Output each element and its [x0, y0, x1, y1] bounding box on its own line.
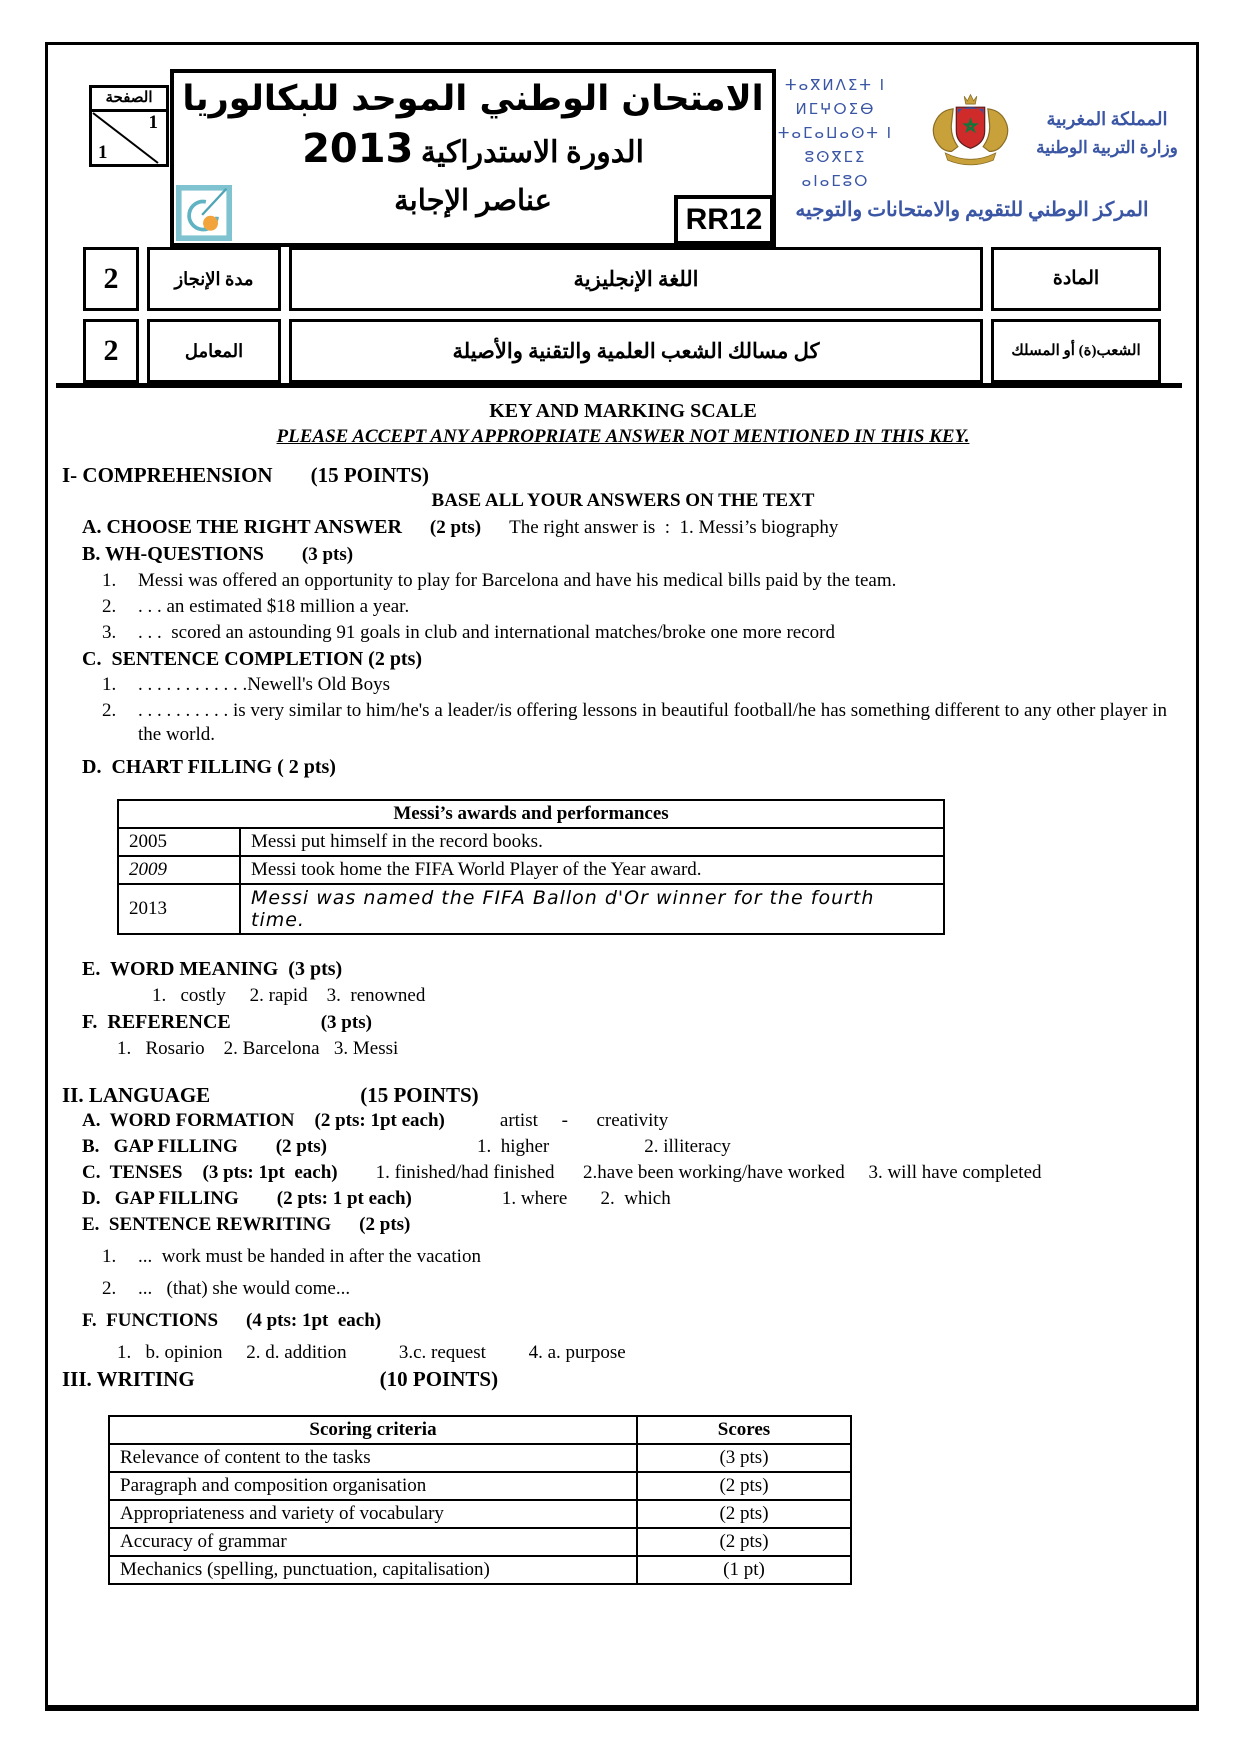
comprehension-f: [82, 1010, 1184, 1035]
table-row: [118, 856, 944, 884]
page-number-box: [89, 85, 169, 167]
task-label: B. WH-QUESTIONS: [82, 543, 264, 565]
task-points: (4 pts: 1pt each): [246, 1310, 382, 1331]
year-cell: 2013: [118, 884, 240, 934]
score-cell: (2 pts): [637, 1528, 851, 1556]
task-label: E. SENTENCE REWRITING: [82, 1214, 332, 1235]
scoring-criteria-table: [108, 1415, 852, 1585]
item-number: 3.: [102, 622, 117, 643]
tifinagh-text-block: [748, 73, 923, 193]
duration-value: 2: [83, 247, 139, 311]
task-points: (3 pts): [301, 544, 354, 565]
key-title: KEY AND MARKING SCALE: [489, 400, 757, 422]
page-number-current: 1: [148, 112, 158, 133]
year-cell: 2005: [118, 828, 240, 856]
item-text: . . . . . . . . . . is very similar to him/he's a leader/is offering lessons in beautiful football/he has something different to any other player in the world.: [138, 700, 1172, 745]
messi-awards-table: [117, 799, 945, 935]
language-c: [82, 1161, 1184, 1185]
answer-item: [102, 569, 1184, 593]
exam-title: الامتحان الوطني الموحد للبكالوريا: [182, 79, 764, 119]
item-text: Messi was offered an opportunity to play for Barcelona and have his medical bills paid by the team.: [138, 570, 897, 591]
task-label: A. CHOOSE THE RIGHT ANSWER: [82, 516, 402, 538]
year-cell: 2009: [118, 856, 240, 884]
language-d: [82, 1187, 1184, 1211]
table-title-row: [118, 800, 944, 828]
section-number: III. WRITING: [62, 1367, 195, 1391]
answer-item: [102, 1245, 1184, 1269]
item-number: 2.: [102, 1278, 117, 1299]
task-points: (2 pts: 1 pt each): [276, 1188, 412, 1209]
header-divider: [56, 383, 1182, 388]
ministry-name: وزارة التربية الوطنية: [1036, 138, 1178, 157]
answer-item: [102, 621, 1184, 645]
item-text: . . . scored an astounding 91 goals in club and international matches/broke one more record: [138, 622, 835, 643]
page-number-label: الصفحة: [92, 88, 166, 112]
table-row: [118, 828, 944, 856]
language-e: [82, 1213, 1184, 1237]
subject-field-label: المادة: [991, 247, 1161, 311]
criteria-cell: Paragraph and composition organisation: [109, 1472, 637, 1500]
scores-header: Scores: [637, 1416, 851, 1444]
task-points: (2 pts): [359, 1214, 411, 1235]
task-label: F. FUNCTIONS: [82, 1310, 219, 1331]
stream-name: كل مسالك الشعب العلمية والتقنية والأصيلة: [289, 319, 983, 383]
task-answer: The right answer is : 1. Messi’s biography: [509, 517, 839, 538]
subject-row: [83, 247, 1161, 311]
task-answer: 1. where 2. which: [501, 1188, 671, 1209]
table-header-row: [109, 1416, 851, 1444]
section-points: (10 POINTS): [379, 1367, 499, 1391]
exam-code-badge: RR12: [674, 195, 774, 245]
table-row: [109, 1528, 851, 1556]
comprehension-d: D. CHART FILLING ( 2 pts): [82, 756, 336, 778]
section-points: (15 POINTS): [310, 463, 430, 487]
page-number-total: 1: [98, 142, 108, 163]
reference-answers: 1. Rosario 2. Barcelona 3. Messi: [117, 1038, 399, 1059]
exam-session-line: [174, 123, 772, 179]
item-text: ... work must be handed in after the vacation: [138, 1246, 481, 1267]
task-points: (2 pts): [275, 1136, 327, 1157]
morocco-coat-of-arms-icon: [923, 93, 1018, 173]
task-label: C. TENSES: [82, 1162, 183, 1183]
functions-answers: 1. b. opinion 2. d. addition 3.c. request 4. a. purpose: [117, 1342, 626, 1363]
score-cell: (2 pts): [637, 1500, 851, 1528]
item-text: . . . an estimated $18 million a year.: [138, 596, 410, 617]
language-f: [82, 1309, 1184, 1333]
word-meaning-answers: 1. costly 2. rapid 3. renowned: [152, 985, 426, 1006]
section-comprehension-heading: [62, 463, 1184, 487]
item-number: 1.: [102, 1246, 117, 1267]
key-note: PLEASE ACCEPT ANY APPROPRIATE ANSWER NOT MENTIONED IN THIS KEY.: [276, 426, 970, 447]
coefficient-value: 2: [83, 319, 139, 383]
coefficient-label: المعامل: [147, 319, 281, 383]
comprehension-b: [82, 542, 1184, 567]
comprehension-c: C. SENTENCE COMPLETION (2 pts): [82, 648, 423, 670]
criteria-cell: Relevance of content to the tasks: [109, 1444, 637, 1472]
criteria-header: Scoring criteria: [109, 1416, 637, 1444]
page-border: [45, 42, 1199, 1711]
kingdom-name: المملكة المغربية: [1046, 109, 1168, 129]
answer-item: [102, 699, 1184, 747]
table-row: [109, 1556, 851, 1584]
task-label: A. WORD FORMATION: [82, 1110, 295, 1131]
task-points: (2 pts: 1pt each): [314, 1110, 445, 1131]
table-row: [118, 884, 944, 934]
stream-row: [83, 319, 1161, 383]
session-label: الدورة الاستدراكية: [420, 136, 644, 169]
tifinagh-line: ⵜⴰⴳⵍⴷⵉⵜ ⵏ ⵍⵎⵖⵔⵉⴱ: [784, 76, 887, 118]
tifinagh-line: ⵜⴰⵎⴰⵡⴰⵙⵜ ⵏ ⵓⵙⴳⵎⵉ: [777, 124, 894, 166]
score-cell: (2 pts): [637, 1472, 851, 1500]
answer-item: [102, 1277, 1184, 1301]
table-row: [109, 1500, 851, 1528]
official-header: [748, 73, 1196, 222]
task-points: (3 pts: 1pt each): [202, 1162, 338, 1183]
item-number: 2.: [102, 596, 117, 617]
task-label: F. REFERENCE: [82, 1011, 231, 1033]
answer-item: [102, 673, 1184, 697]
item-text: . . . . . . . . . . . .Newell's Old Boys: [138, 674, 391, 695]
task-answer: 1. finished/had finished 2.have been working/have worked 3. will have completed: [375, 1162, 1042, 1183]
answer-key-title: عناصر الإجابة: [394, 185, 552, 217]
criteria-cell: Mechanics (spelling, punctuation, capitalisation): [109, 1556, 637, 1584]
score-cell: (1 pt): [637, 1556, 851, 1584]
task-points: (2 pts): [429, 517, 482, 538]
section-points: (15 POINTS): [360, 1083, 479, 1107]
assessment-center-name: المركز الوطني للتقويم والامتحانات والتوجيه: [795, 199, 1149, 221]
answer-item: [102, 595, 1184, 619]
section-number: II. LANGUAGE: [62, 1083, 211, 1107]
comprehension-a: [82, 515, 1184, 540]
score-cell: (3 pts): [637, 1444, 851, 1472]
section-number: I- COMPREHENSION: [62, 463, 273, 487]
duration-label: مدة الإنجاز: [147, 247, 281, 311]
answer-key-content: [62, 397, 1184, 1585]
subject-name: اللغة الإنجليزية: [289, 247, 983, 311]
section-language-heading: [62, 1083, 1184, 1107]
session-year: 2013: [302, 126, 414, 172]
item-number: 1.: [102, 674, 117, 695]
event-cell: Messi put himself in the record books.: [240, 828, 944, 856]
government-titles: [1018, 104, 1196, 162]
stream-field-label: الشعب(ة) أو المسلك: [991, 319, 1161, 383]
item-number: 1.: [102, 570, 117, 591]
criteria-cell: Accuracy of grammar: [109, 1528, 637, 1556]
comprehension-e: [82, 957, 1184, 982]
criteria-cell: Appropriateness and variety of vocabulary: [109, 1500, 637, 1528]
task-label: D. GAP FILLING: [82, 1188, 239, 1209]
assessment-center-logo-icon: [176, 185, 232, 241]
task-label: B. GAP FILLING: [82, 1136, 238, 1157]
event-cell-handwritten: Messi was named the FIFA Ballon d'Or winner for the fourth time.: [240, 884, 944, 934]
page-number-fraction: [92, 112, 166, 164]
language-a: [82, 1109, 1184, 1133]
base-note: BASE ALL YOUR ANSWERS ON THE TEXT: [431, 490, 815, 511]
task-answer: artist - creativity: [499, 1110, 669, 1131]
tifinagh-line: ⴰⵏⴰⵎⵓⵔ: [801, 172, 870, 190]
item-number: 2.: [102, 700, 117, 721]
item-text: ... (that) she would come...: [138, 1278, 351, 1299]
table-title: Messi’s awards and performances: [118, 800, 944, 828]
section-writing-heading: [62, 1367, 1184, 1391]
subject-info-table: [83, 247, 1161, 391]
task-answer: 1. higher 2. illiteracy: [476, 1136, 731, 1157]
task-points: (3 pts): [320, 1012, 372, 1033]
event-cell: Messi took home the FIFA World Player of the Year award.: [240, 856, 944, 884]
language-b: [82, 1135, 1184, 1159]
table-row: [109, 1444, 851, 1472]
task-label: E. WORD MEANING (3 pts): [82, 958, 343, 980]
table-row: [109, 1472, 851, 1500]
